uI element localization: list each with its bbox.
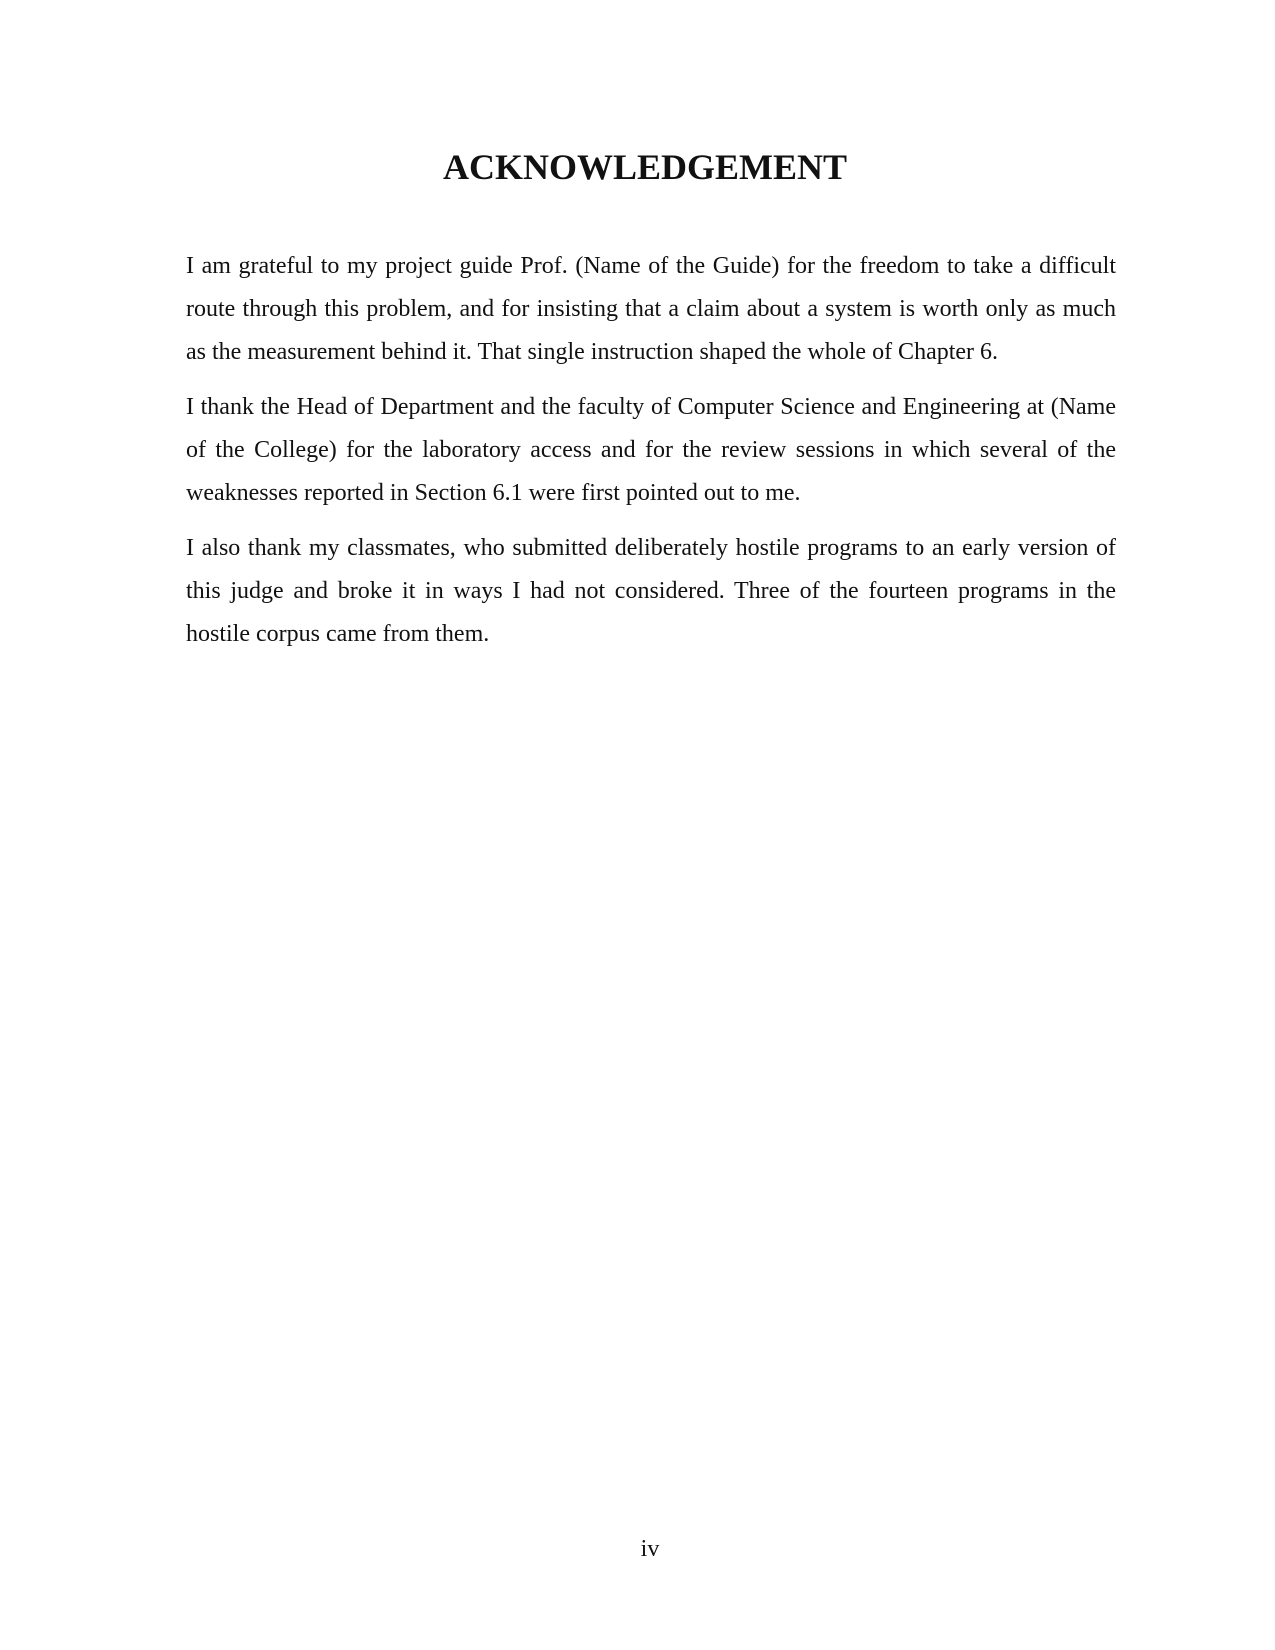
paragraph-classmates: I also thank my classmates, who submitted deliberately hostile programs to an early version of this judge and broke it in ways I had not considered. Three of the fourteen programs in the hostile corpus came from them. bbox=[186, 535, 1116, 647]
acknowledgement-body bbox=[186, 245, 1116, 668]
page-title: ACKNOWLEDGEMENT bbox=[442, 147, 848, 187]
paragraph-guide: I am grateful to my project guide Prof. (Name of the Guide) for the freedom to take a difficult route through this problem, and for insisting that a claim about a system is worth only as much as the measurement behind it. That single instruction shaped the whole of Chapter 6. bbox=[186, 253, 1116, 365]
page-number: iv bbox=[640, 1536, 660, 1562]
paragraph-department: I thank the Head of Department and the faculty of Computer Science and Engineering at (Name of the College) for the laboratory access and for the review sessions in which several of the weaknesses reported in Section 6.1 were first pointed out to me. bbox=[186, 394, 1116, 506]
